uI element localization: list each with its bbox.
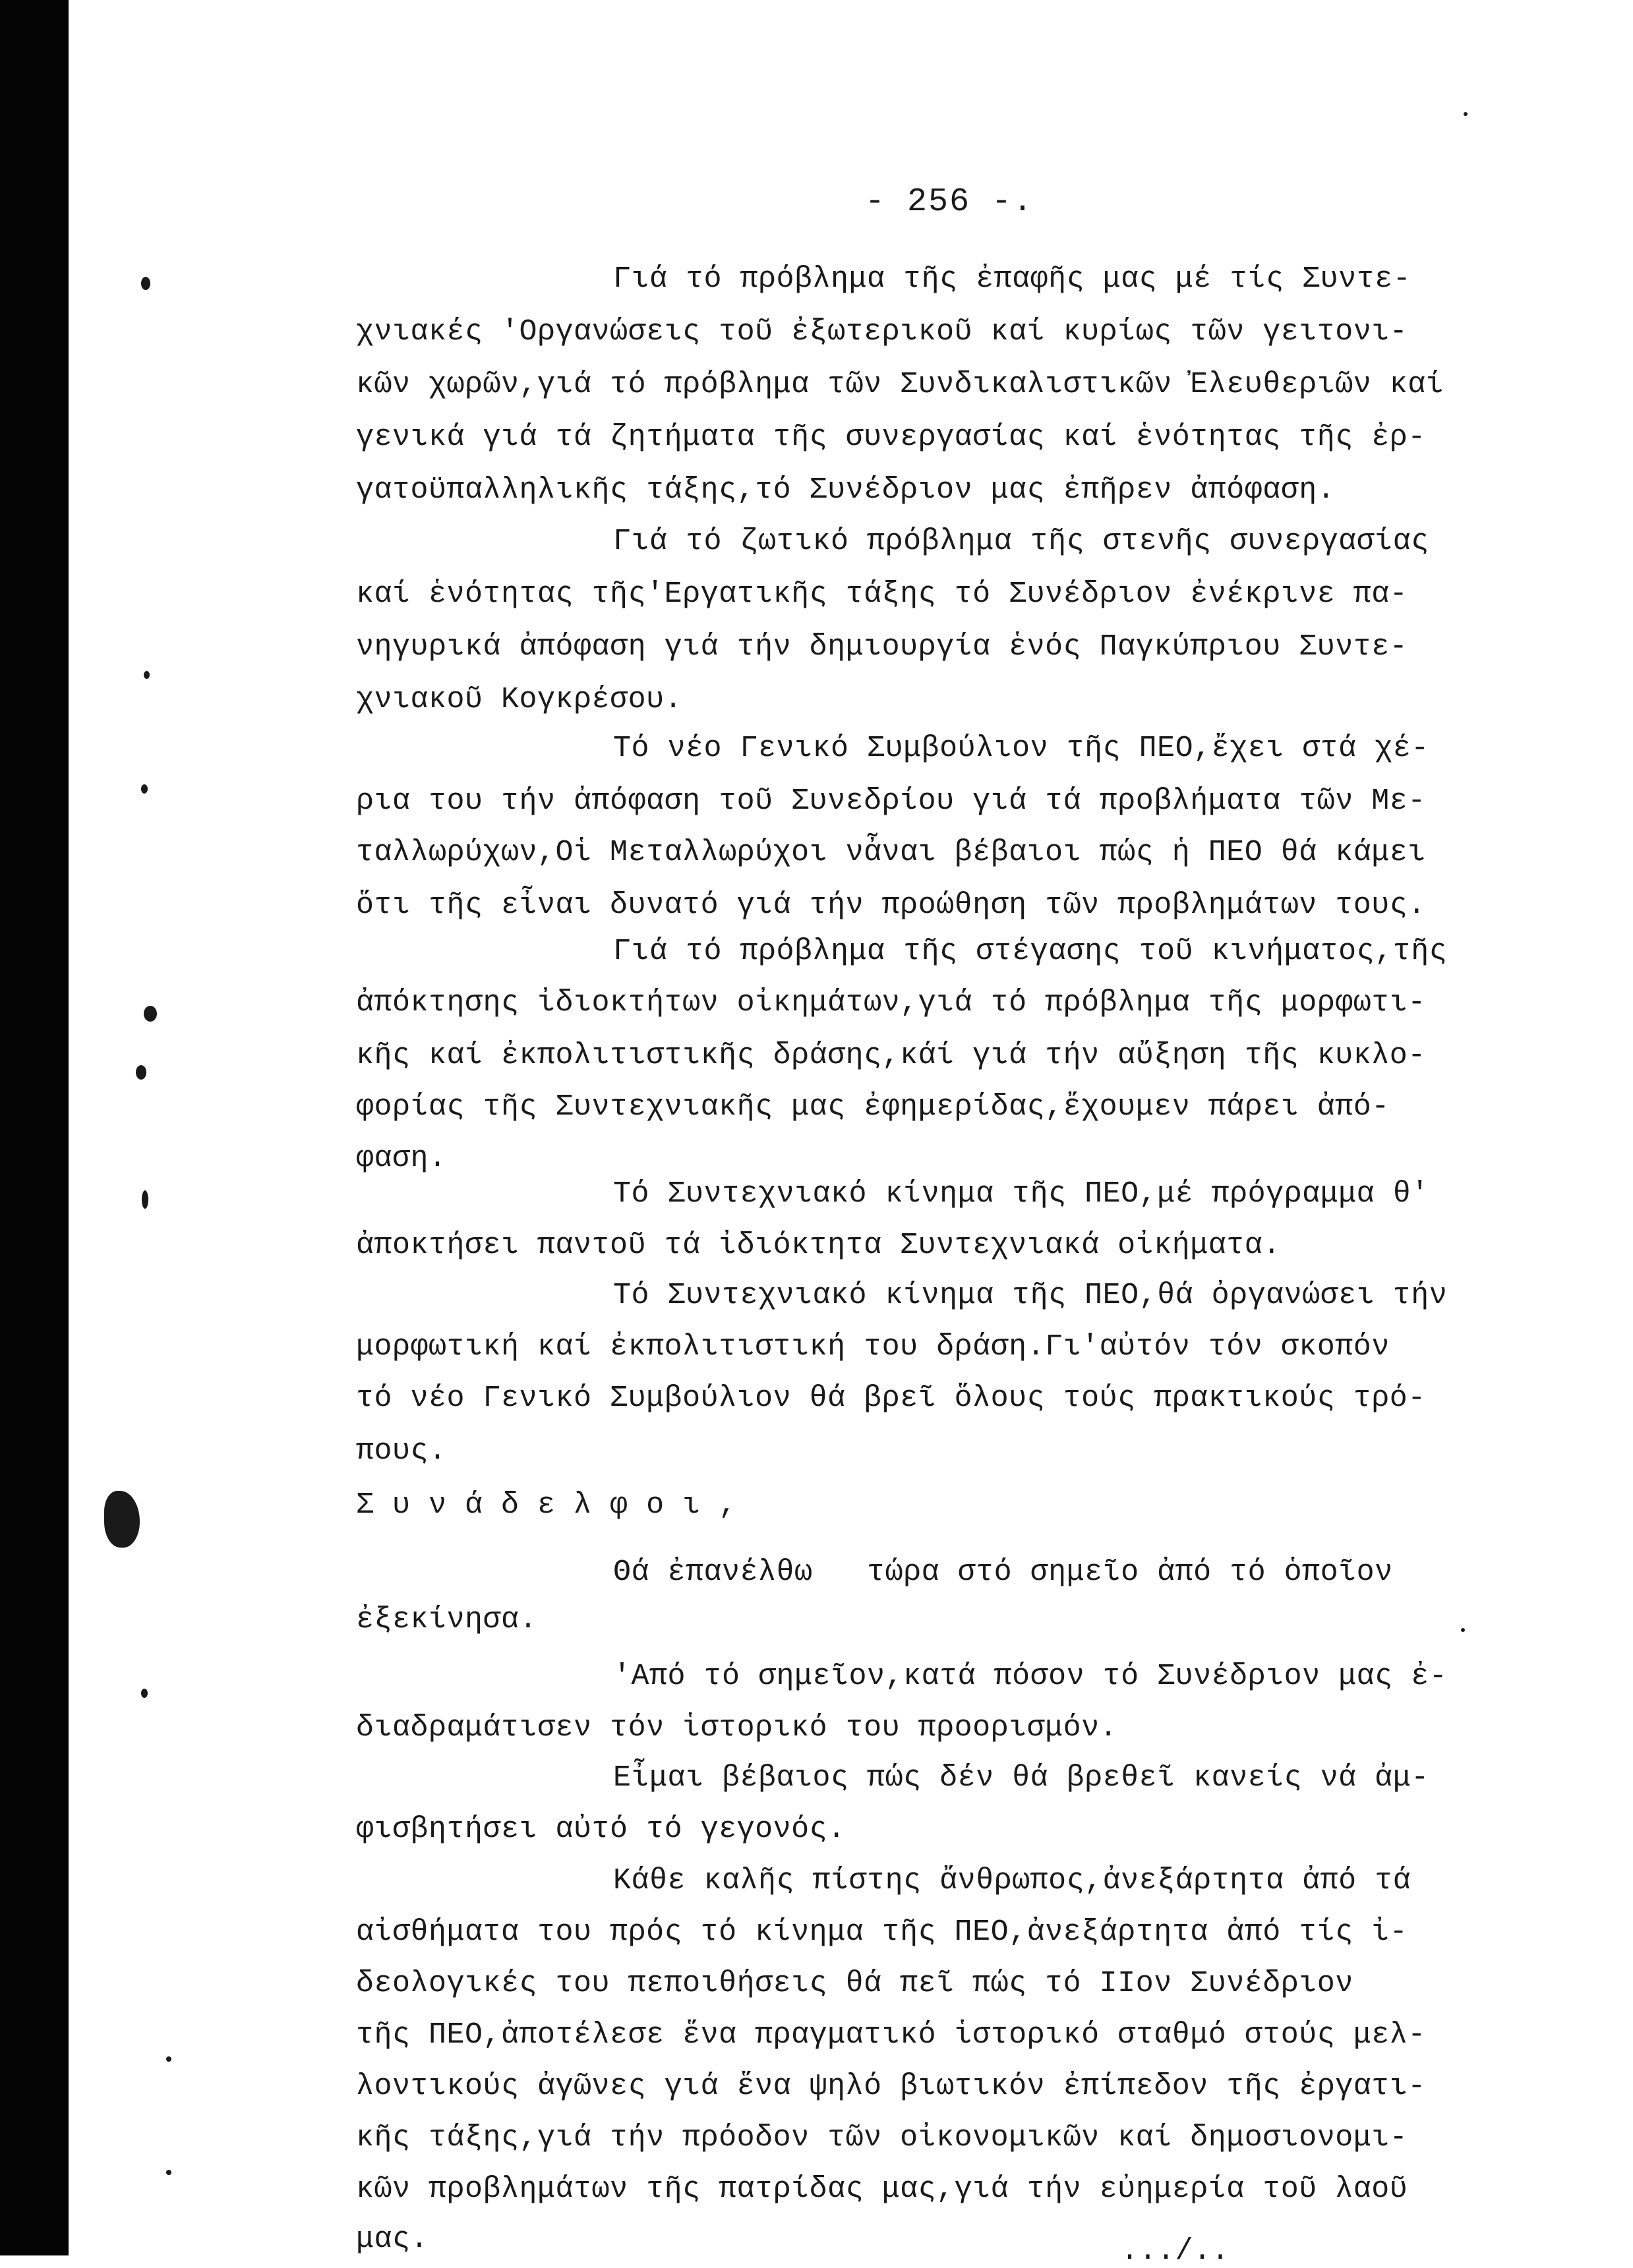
text-line: τῆς ΠΕΟ,ἀποτέλεσε ἕνα πραγματικό ἱστορικό σταθμό στούς μελ-: [356, 2018, 1426, 2052]
text-line: καί ἑνότητας τῆς'Εργατικῆς τάξης τό Συνέδριον ἐνέκρινε πα-: [356, 577, 1408, 611]
text-line: φορίας τῆς Συντεχνιακῆς μας ἐφημερίδας,ἔχουμεν πάρει ἀπό-: [356, 1090, 1390, 1124]
scan-speck: [166, 2056, 171, 2062]
text-line: Γιά τό ζωτικό πρόβλημα τῆς στενῆς συνεργασίας: [613, 525, 1429, 558]
text-line: κῶν χωρῶν,γιά τό πρόβλημα τῶν Συνδικαλιστικῶν Ἐλευθεριῶν καί: [356, 368, 1444, 401]
text-line: ἀποκτήσει παντοῦ τά ἰδιόκτητα Συντεχνιακά οἰκήματα.: [356, 1229, 1281, 1262]
text-line: νηγυρικά ἀπόφαση γιά τήν δημιουργία ἑνός Παγκύπριου Συντε-: [356, 630, 1408, 664]
text-line: γατοϋπαλληλικῆς τάξης,τό Συνέδριον μας ἐπῆρεν ἀπόφαση.: [356, 473, 1336, 507]
text-line: μας.: [356, 2223, 429, 2256]
scan-speck: [1464, 112, 1468, 116]
text-line: ἐξεκίνησα.: [356, 1603, 538, 1637]
scan-speck: [144, 671, 150, 679]
scan-speck: [136, 1065, 146, 1080]
scan-edge: [0, 0, 69, 2255]
text-line: Τό νέο Γενικό Συμβούλιον τῆς ΠΕΟ,ἔχει στά χέ-: [613, 732, 1429, 765]
scan-speck: [104, 1491, 140, 1548]
text-line: διαδραμάτισεν τόν ἱστορικό του προορισμόν.: [356, 1711, 1118, 1745]
scan-speck: [141, 784, 148, 794]
text-line: Κάθε καλῆς πίστης ἄνθρωπος,ἀνεξάρτητα ἀπό τά: [613, 1864, 1411, 1898]
text-line: τό νέο Γενικό Συμβούλιον θά βρεῖ ὅλους τούς πρακτικούς τρό-: [356, 1381, 1426, 1415]
scan-speck: [166, 2170, 171, 2175]
scan-speck: [142, 1190, 148, 1209]
text-line: ρια του τήν ἀπόφαση τοῦ Συνεδρίου γιά τά προβλήματα τῶν Με-: [356, 784, 1426, 818]
text-line: 'Από τό σημεῖον,κατά πόσον τό Συνέδριον μας ἐ-: [613, 1660, 1448, 1693]
text-line: αἰσθήματα του πρός τό κίνημα τῆς ΠΕΟ,ἀνεξάρτητα ἀπό τίς ἰ-: [356, 1915, 1408, 1949]
continuation-mark: .../..: [1121, 2234, 1230, 2268]
text-line: κῆς τάξης,γιά τήν πρόοδον τῶν οἰκονομικῶν καί δημοσιονομι-: [356, 2121, 1408, 2155]
text-line: ἀπόκτησης ἰδιοκτήτων οἰκημάτων,γιά τό πρόβλημα τῆς μορφωτι-: [356, 986, 1426, 1020]
scan-speck: [141, 277, 150, 290]
text-line: κῶν προβλημάτων τῆς πατρίδας μας,γιά τήν εὐημερία τοῦ λαοῦ: [356, 2172, 1408, 2206]
text-line: ταλλωρύχων,Οἱ Μεταλλωρύχοι νἆναι βέβαιοι πώς ἡ ΠΕΟ θά κάμει: [356, 836, 1426, 869]
text-line: Γιά τό πρόβλημα τῆς στέγασης τοῦ κινήματος,τῆς: [613, 935, 1448, 968]
scan-speck: [144, 1006, 157, 1022]
text-line: χνιακές 'Οργανώσεις τοῦ ἐξωτερικοῦ καί κυρίως τῶν γειτονι-: [356, 315, 1408, 349]
text-line: Τό Συντεχνιακό κίνημα τῆς ΠΕΟ,θά ὀργανώσει τήν: [613, 1279, 1448, 1312]
text-line: Γιά τό πρόβλημα τῆς ἐπαφῆς μας μέ τίς Συντε-: [613, 262, 1411, 296]
text-line: ὅτι τῆς εἶναι δυνατό γιά τήν προώθηση τῶν προβλημάτων τους.: [356, 888, 1426, 922]
text-line: Τό Συντεχνιακό κίνημα τῆς ΠΕΟ,μέ πρόγραμμα θ': [613, 1177, 1429, 1211]
text-line: δεολογικές του πεποιθήσεις θά πεῖ πώς τό ΙΙον Συνέδριον: [356, 1967, 1353, 2000]
scan-speck: [1461, 1628, 1465, 1632]
text-line: κῆς καί ἐκπολιτιστικῆς δράσης,κάί γιά τήν αὔξηση τῆς κυκλο-: [356, 1039, 1426, 1072]
text-line: φαση.: [356, 1142, 447, 1175]
text-line: μορφωτική καί ἐκπολιτιστική του δράση.Γι'αὐτόν τόν σκοπόν: [356, 1330, 1390, 1364]
text-line: Σ υ ν ά δ ε λ φ ο ι ,: [356, 1488, 737, 1522]
text-line: φισβητήσει αὐτό τό γεγονός.: [356, 1813, 846, 1846]
text-line: πους.: [356, 1434, 447, 1468]
scan-speck: [141, 1689, 148, 1698]
text-line: χνιακοῦ Κογκρέσου.: [356, 683, 683, 716]
text-line: γενικά γιά τά ζητήματα τῆς συνεργασίας καί ἑνότητας τῆς ἐρ-: [356, 421, 1426, 454]
text-line: Εἶμαι βέβαιος πώς δέν θά βρεθεῖ κανείς νά ἀμ-: [613, 1761, 1429, 1795]
page-number: - 256 -.: [865, 183, 1034, 221]
text-line: Θά ἐπανέλθω τώρα στό σημεῖο ἀπό τό ὁποῖον: [613, 1556, 1393, 1589]
text-line: λοντικούς ἀγῶνες γιά ἕνα ψηλό βιωτικόν ἐπίπεδον τῆς ἐργατι-: [356, 2070, 1426, 2103]
